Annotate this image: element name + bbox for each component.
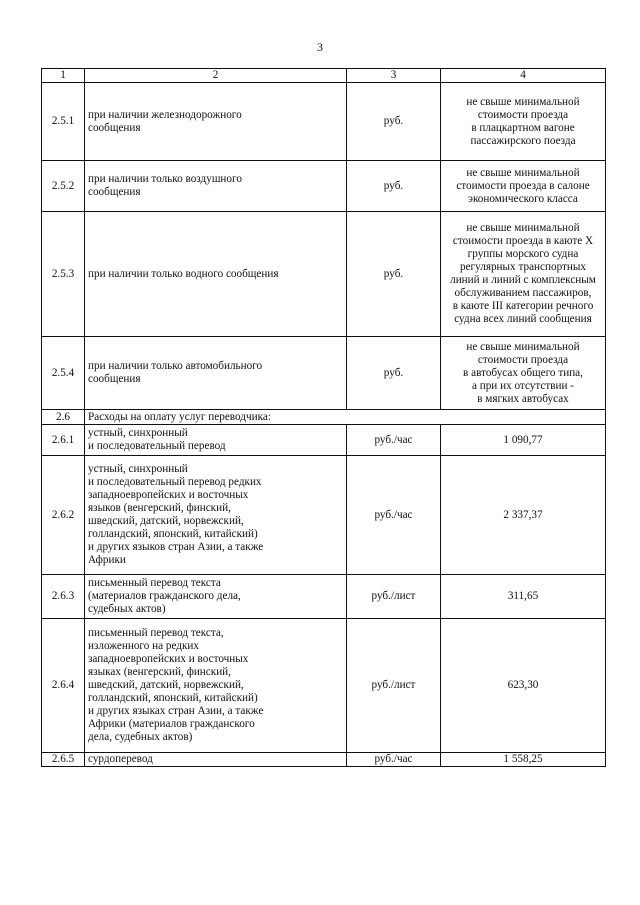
- row-unit: руб./лист: [347, 575, 441, 619]
- row-unit: руб.: [347, 161, 441, 212]
- row-value: не свыше минимальной стоимости проезда в каюте X группы морского судна регулярных транспортных линий и линий с комплексным обслуживанием пассажиров, в каюте III категории речного судна всех линий сообщения: [441, 212, 606, 337]
- row-name: письменный перевод текста (материалов гражданского дела, судебных актов): [85, 575, 347, 619]
- header-col-3: 3: [347, 69, 441, 83]
- row-number: 2.5.1: [42, 83, 85, 161]
- row-number: 2.6.5: [42, 753, 85, 767]
- page-number: 3: [317, 40, 323, 54]
- table-row: [42, 575, 606, 619]
- table-row: [42, 212, 606, 337]
- row-value: 623,30: [441, 619, 606, 753]
- section-title: Расходы на оплату услуг переводчика:: [85, 410, 606, 425]
- header-col-1: 1: [42, 69, 85, 83]
- header-col-2: 2: [85, 69, 347, 83]
- row-unit: руб.: [347, 83, 441, 161]
- row-value: не свыше минимальной стоимости проезда в автобусах общего типа, а при их отсутствии - в мягких автобусах: [441, 337, 606, 410]
- table-row: [42, 619, 606, 753]
- row-number: 2.6.3: [42, 575, 85, 619]
- table-header-row: [42, 69, 606, 83]
- row-unit: руб./час: [347, 753, 441, 767]
- table-row: [42, 83, 606, 161]
- row-name: письменный перевод текста, изложенного на редких западноевропейских и восточных языках (венгерский, финский, шведский, датский, норвежский, голландский, японский, китайский) и других языках стран Азии, а также Африки (материалов гражданского дела, судебных актов): [85, 619, 347, 753]
- row-unit: руб.: [347, 337, 441, 410]
- table-row: [42, 337, 606, 410]
- header-col-4: 4: [441, 69, 606, 83]
- row-unit: руб./час: [347, 456, 441, 575]
- table-row: [42, 425, 606, 456]
- row-name: устный, синхронный и последовательный перевод: [85, 425, 347, 456]
- row-name: при наличии железнодорожного сообщения: [85, 83, 347, 161]
- row-name: сурдоперевод: [85, 753, 347, 767]
- row-name: при наличии только воздушного сообщения: [85, 161, 347, 212]
- table-section-row: [42, 410, 606, 425]
- row-value: 1 090,77: [441, 425, 606, 456]
- row-unit: руб./лист: [347, 619, 441, 753]
- row-unit: руб./час: [347, 425, 441, 456]
- row-value: 2 337,37: [441, 456, 606, 575]
- table-row: [42, 753, 606, 767]
- row-value: не свыше минимальной стоимости проезда в плацкартном вагоне пассажирского поезда: [441, 83, 606, 161]
- row-value: 1 558,25: [441, 753, 606, 767]
- row-name: при наличии только автомобильного сообщения: [85, 337, 347, 410]
- row-name: устный, синхронный и последовательный перевод редких западноевропейских и восточных языков (венгерский, финский, шведский, датский, норвежский, голландский, японский, китайский) и других языков стран Азии, а также Африки: [85, 456, 347, 575]
- row-number: 2.5.4: [42, 337, 85, 410]
- row-value: 311,65: [441, 575, 606, 619]
- row-number: 2.5.2: [42, 161, 85, 212]
- row-value: не свыше минимальной стоимости проезда в салоне экономического класса: [441, 161, 606, 212]
- row-number: 2.6: [42, 410, 85, 425]
- row-number: 2.6.2: [42, 456, 85, 575]
- tariff-table: [41, 68, 606, 767]
- row-name: при наличии только водного сообщения: [85, 212, 347, 337]
- table-row: [42, 456, 606, 575]
- row-number: 2.6.1: [42, 425, 85, 456]
- row-number: 2.5.3: [42, 212, 85, 337]
- row-number: 2.6.4: [42, 619, 85, 753]
- row-unit: руб.: [347, 212, 441, 337]
- table-row: [42, 161, 606, 212]
